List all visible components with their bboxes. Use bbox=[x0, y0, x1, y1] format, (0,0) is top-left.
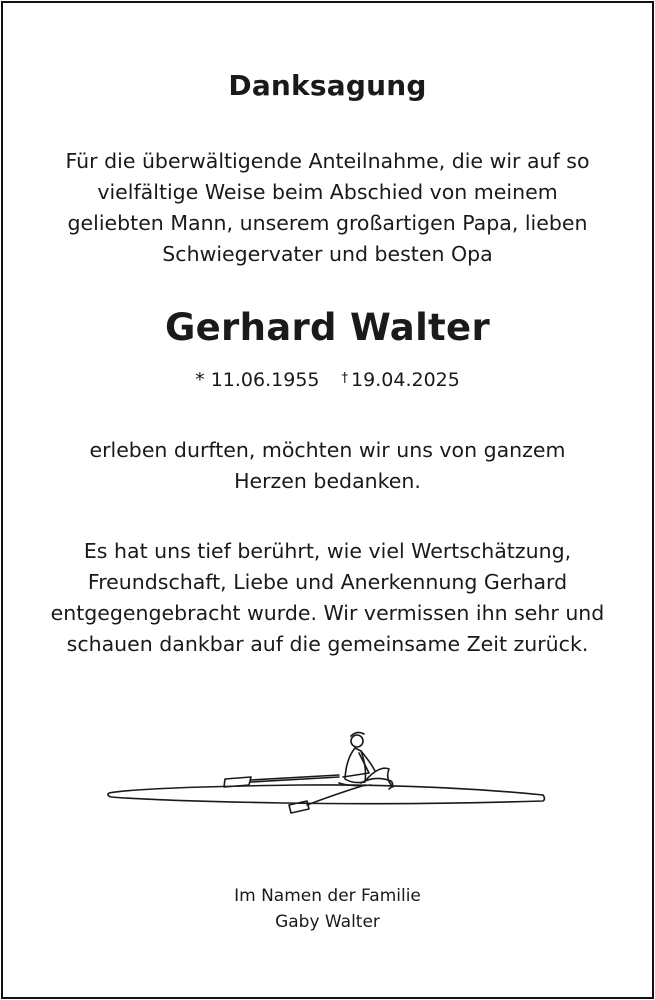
intro-line: Schwiegervater und besten Opa bbox=[162, 242, 493, 266]
closing-line: schauen dankbar auf die gemeinsame Zeit zurück. bbox=[66, 632, 589, 656]
thanks-paragraph bbox=[3, 435, 652, 497]
closing-line: entgegengebracht wurde. Wir vermissen ihn sehr und bbox=[50, 601, 605, 625]
closing-line: Freundschaft, Liebe und Anerkennung Gerhard bbox=[87, 570, 568, 594]
intro-line: Für die überwältigende Anteilnahme, die wir auf so bbox=[65, 149, 590, 173]
closing-line: Es hat uns tief berührt, wie viel Wertschätzung, bbox=[83, 539, 572, 563]
rower-illustration bbox=[103, 721, 553, 831]
life-dates bbox=[3, 369, 652, 391]
signature-line-1: Im Namen der Familie bbox=[234, 886, 421, 906]
death-date: 19.04.2025 bbox=[351, 369, 460, 391]
oar-blade-upper bbox=[224, 777, 251, 787]
intro-line: vielfältige Weise beim Abschied von meinem bbox=[97, 180, 558, 204]
rower-head bbox=[351, 735, 363, 747]
intro-line: geliebten Mann, unserem großartigen Papa, lieben bbox=[67, 211, 588, 235]
signature-line-2: Gaby Walter bbox=[275, 912, 380, 932]
intro-paragraph bbox=[3, 146, 652, 270]
thanks-line: erleben durften, möchten wir uns von ganzem bbox=[89, 438, 566, 462]
thanks-line: Herzen bedanken. bbox=[234, 469, 421, 493]
birth-symbol: * bbox=[195, 369, 205, 391]
deceased-name: Gerhard Walter bbox=[164, 306, 490, 349]
birth-date: 11.06.1955 bbox=[210, 369, 320, 391]
closing-paragraph bbox=[3, 536, 652, 660]
death-symbol: † bbox=[341, 371, 349, 386]
signature-block bbox=[3, 883, 652, 935]
obituary-card bbox=[1, 1, 654, 999]
heading: Danksagung bbox=[228, 69, 427, 102]
boat-hull bbox=[108, 785, 545, 804]
